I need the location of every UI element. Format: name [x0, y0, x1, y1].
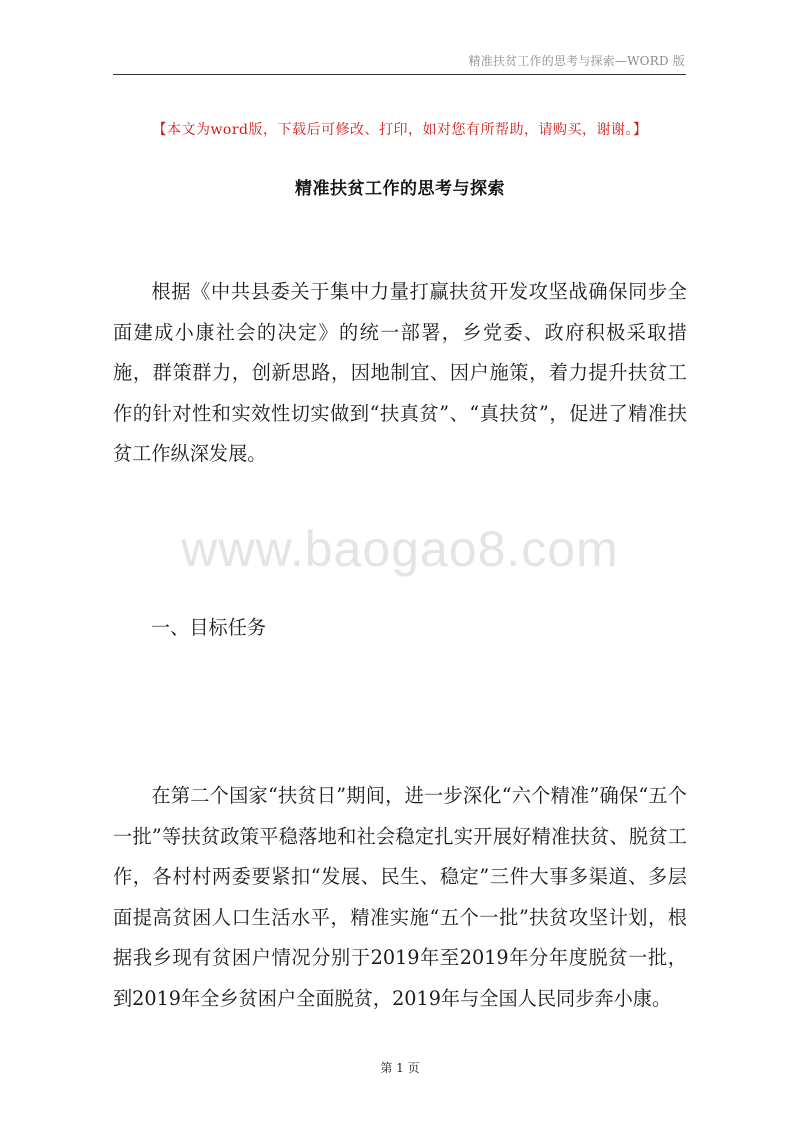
- site-watermark: www.baogao8.com: [181, 521, 619, 577]
- running-header: 精准扶贫工作的思考与探索—WORD 版: [468, 54, 685, 68]
- header-divider: [113, 74, 686, 75]
- goals-paragraph: 在第二个国家“扶贫日”期间，进一步深化“六个精准”确保“五个一批”等扶贫政策平稳落地和社会稳定扎实开展好精准扶贫、脱贫工作，各村村两委要紧扣“发展、民生、稳定”三件大事多渠道、多层面提高贫困人口生活水平，精准实施“五个一批”扶贫攻坚计划，根据我乡现有贫困户情况分别于2019年至2019年分年度脱贫一批，到2019年全乡贫困户全面脱贫，2019年与全国人民同步奔小康。: [113, 784, 687, 1010]
- section-heading-goals: 一、目标任务: [151, 616, 267, 639]
- purchase-notice: 【本文为word版，下载后可修改、打印，如对您有所帮助，请购买，谢谢。】: [152, 122, 648, 138]
- page-number: 第 1 页: [380, 1061, 420, 1075]
- document-title: 精准扶贫工作的思考与探索: [295, 179, 505, 199]
- intro-paragraph: 根据《中共县委关于集中力量打赢扶贫开发攻坚战确保同步全面建成小康社会的决定》的统一部署，乡党委、政府积极采取措施，群策群力，创新思路，因地制宜、因户施策，着力提升扶贫工作的针对性和实效性切实做到“扶真贫”、“真扶贫”，促进了精准扶贫工作纵深发展。: [113, 280, 687, 466]
